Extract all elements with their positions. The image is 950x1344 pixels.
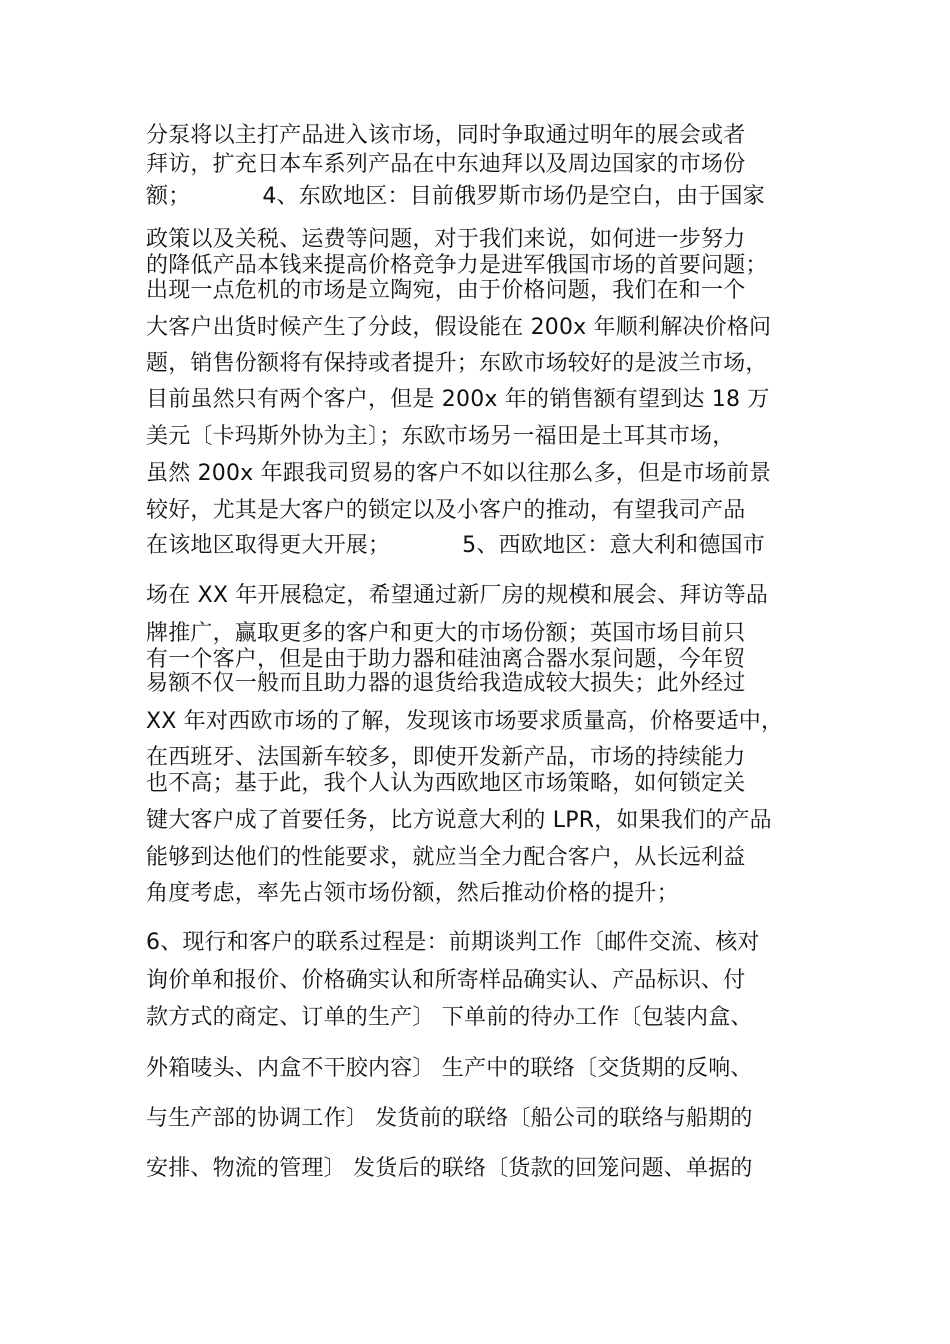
text-line: 牌推广，赢取更多的客户和更大的市场份额；英国市场目前只 — [146, 621, 746, 646]
text-line: 美元〔卡玛斯外协为主〕；东欧市场另一福田是土耳其市场， — [146, 424, 735, 449]
text-line: 场在 XX 年开展稳定，希望通过新厂房的规模和展会、拜访等品 — [146, 583, 769, 608]
text-line: 与生产部的协调工作〕 发货前的联络〔船公司的联络与船期的 — [146, 1106, 753, 1131]
text-line: 的降低产品本钱来提高价格竞争力是进军俄国市场的首要问题； — [146, 253, 768, 278]
text-line: 题，销售份额将有保持或者提升；东欧市场较好的是波兰市场， — [146, 351, 768, 376]
text-line: 款方式的商定、订单的生产〕 下单前的待办工作〔包装内盒、 — [146, 1005, 753, 1030]
text-line: 能够到达他们的性能要求，就应当全力配合客户，从长远利益 — [146, 845, 746, 870]
text-line: 在西班牙、法国新车较多，即使开发新产品，市场的持续能力 — [146, 745, 746, 770]
text-line: 虽然 200x 年跟我司贸易的客户不如以往那么多，但是市场前景 — [146, 461, 772, 486]
text-line: 外箱唛头、内盒不干胶内容〕 生产中的联络〔交货期的反响、 — [146, 1056, 753, 1081]
text-line: 出现一点危机的市场是立陶宛，由于价格问题，我们在和一个 — [146, 278, 746, 303]
text-line: 有一个客户，但是由于助力器和硅油离合器水泵问题，今年贸 — [146, 647, 746, 672]
text-line: 拜访，扩充日本车系列产品在中东迪拜以及周边国家的市场份 — [146, 152, 746, 177]
text-line: 角度考虑，率先占领市场份额，然后推动价格的提升； — [146, 881, 679, 906]
text-line: XX 年对西欧市场的了解，发现该市场要求质量高，价格要适中， — [146, 709, 784, 734]
text-line: 分泵将以主打产品进入该市场，同时争取通过明年的展会或者 — [146, 123, 746, 148]
text-line: 易额不仅一般而且助力器的退货给我造成较大损失；此外经过 — [146, 671, 746, 696]
text-line: 安排、物流的管理〕 发货后的联络〔货款的回笼问题、单据的 — [146, 1156, 753, 1181]
text-line: 询价单和报价、价格确实认和所寄样品确实认、产品标识、付 — [146, 968, 746, 993]
text-line: 6、现行和客户的联系过程是：前期谈判工作〔邮件交流、核对 — [146, 930, 760, 955]
text-line: 目前虽然只有两个客户，但是 200x 年的销售额有望到达 18 万 — [146, 387, 770, 412]
text-line: 也不高；基于此，我个人认为西欧地区市场策略，如何锁定关 — [146, 771, 746, 796]
text-line: 额； 4、东欧地区：目前俄罗斯市场仍是空白，由于国家 — [146, 184, 765, 209]
text-line: 在该地区取得更大开展； 5、西欧地区：意大利和德国市 — [146, 533, 765, 558]
text-line: 较好，尤其是大客户的锁定以及小客户的推动，有望我司产品 — [146, 498, 746, 523]
text-line: 键大客户成了首要任务，比方说意大利的 LPR，如果我们的产品 — [146, 808, 772, 833]
text-line: 政策以及关税、运费等问题，对于我们来说，如何进一步努力 — [146, 227, 746, 252]
text-line: 大客户出货时候产生了分歧，假设能在 200x 年顺利解决价格问 — [146, 315, 772, 340]
